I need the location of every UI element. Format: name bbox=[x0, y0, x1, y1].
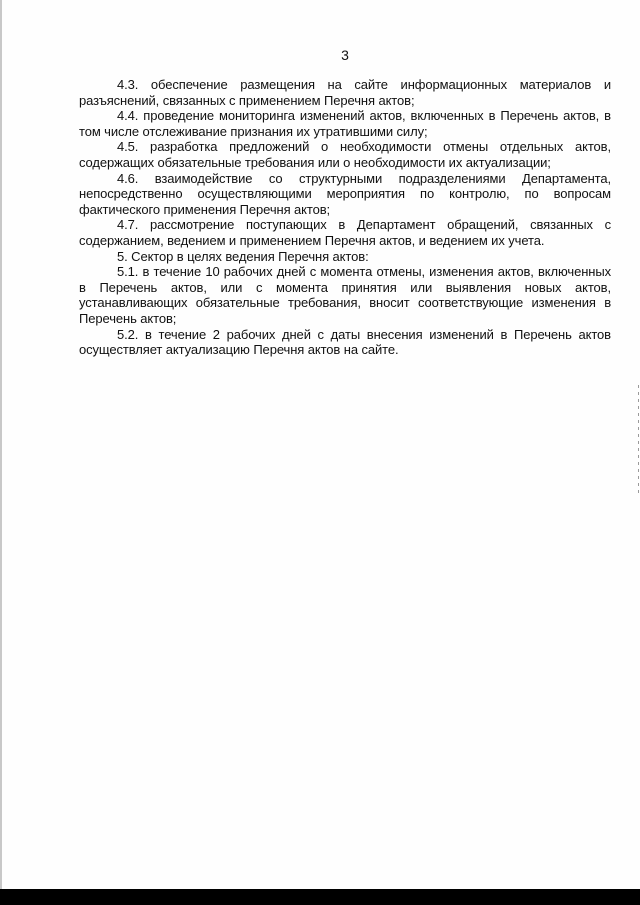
paragraph-4-4: 4.4. проведение мониторинга изменений актов, включенных в Перечень актов, в том числе отслеживание признания их утратившими силу; bbox=[79, 108, 611, 139]
paragraph-5-2: 5.2. в течение 2 рабочих дней с даты внесения изменений в Перечень актов осуществляет актуализацию Перечня актов на сайте. bbox=[79, 326, 611, 358]
page-number: 3 bbox=[341, 47, 349, 63]
paragraph-4-7: 4.7. рассмотрение поступающих в Департамент обращений, связанных с содержанием, ведением и применением Перечня актов, и ведением их учета. bbox=[79, 217, 611, 248]
document-body bbox=[79, 77, 611, 358]
paragraph-5-1: 5.1. в течение 10 рабочих дней с момента отмены, изменения актов, включенных в Перечень актов, или с момента принятия или выявления новых актов, устанавливающих обязательные требования, вносит соответствующие изменения в Перечень актов; bbox=[79, 264, 611, 326]
scan-left-edge bbox=[0, 0, 2, 905]
paragraph-5: 5. Сектор в целях ведения Перечня актов: bbox=[117, 248, 369, 264]
paragraph-4-3: 4.3. обеспечение размещения на сайте информационных материалов и разъяснений, связанных с применением Перечня актов; bbox=[79, 77, 611, 108]
scan-bottom-bar bbox=[0, 889, 640, 905]
scan-right-marks bbox=[638, 385, 639, 495]
paragraph-4-6: 4.6. взаимодействие со структурными подразделениями Департамента, непосредственно осуществляющими мероприятия по контролю, по вопросам фактического применения Перечня актов; bbox=[79, 170, 611, 217]
paragraph-4-5: 4.5. разработка предложений о необходимости отмены отдельных актов, содержащих обязательные требования или о необходимости их актуализации; bbox=[79, 139, 611, 170]
